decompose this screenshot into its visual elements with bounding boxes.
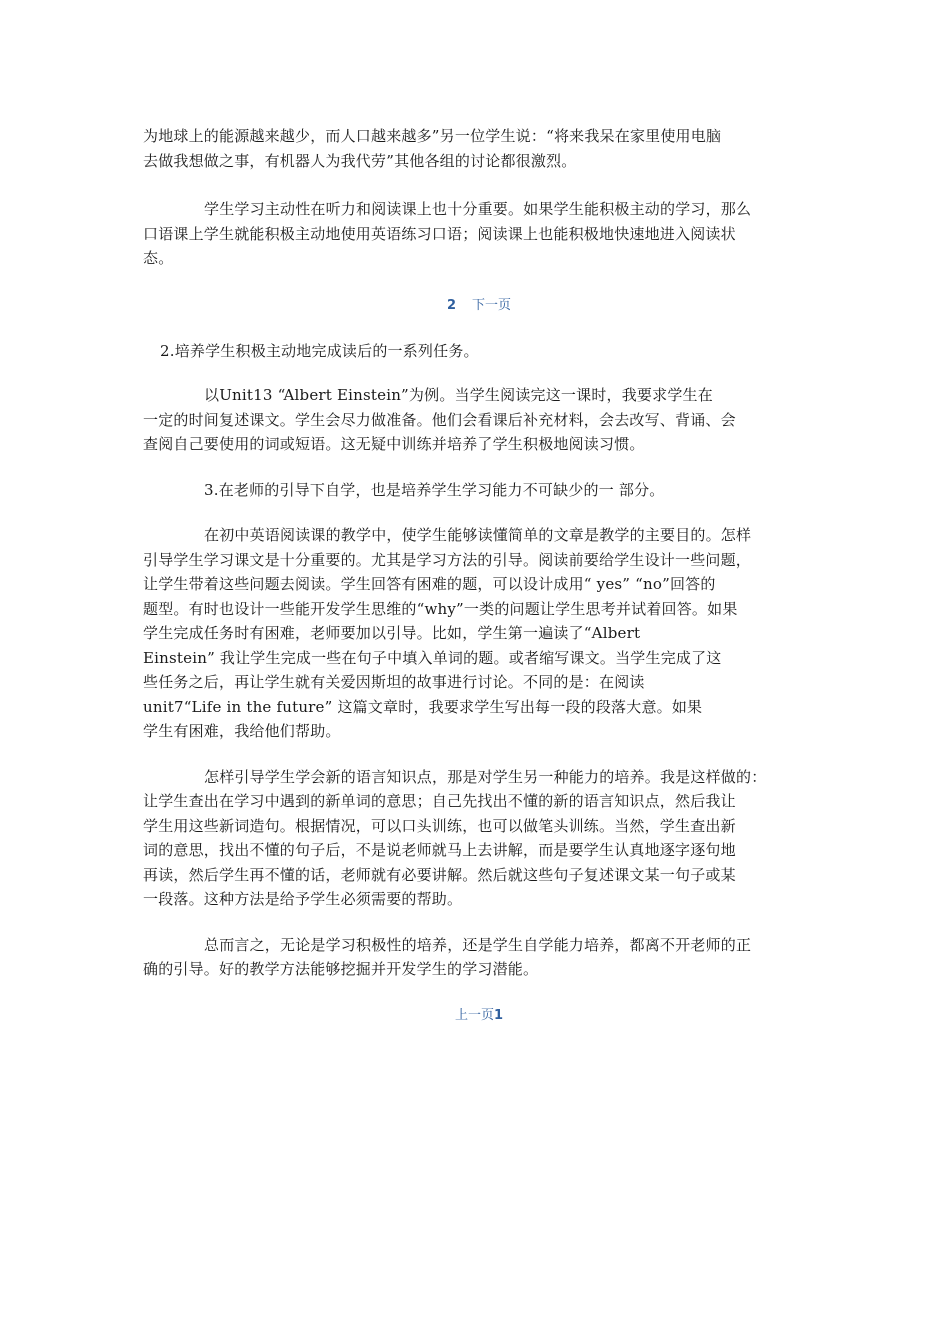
text-line: 再读，然后学生再不懂的话，老师就有必要讲解。然后就这些句子复述课文某一句子或某: [143, 865, 736, 884]
text-line: 引导学生学习课文是十分重要的。尤其是学习方法的引导。阅读前要给学生设计一些问题，: [143, 550, 752, 569]
text-line: 怎样引导学生学会新的语言知识点，那是对学生另一种能力的培养。我是这样做的：: [204, 767, 767, 786]
text-line: 一段落。这种方法是给予学生必须需要的帮助。: [143, 890, 463, 908]
text-line: 以Unit13 “Albert Einstein”为例。当学生阅读完这一课时，我要求学生在: [204, 386, 713, 404]
text-line: 为地球上的能源越来越少，而人口越来越多”另一位学生说：“将来我呆在家里使用电脑: [143, 127, 722, 145]
paragraph-5: [143, 478, 815, 503]
text-line: 口语课上学生就能积极主动地使用英语练习口语；阅读课上也能积极地快速地进入阅读状: [143, 224, 736, 243]
text-line: 学生有困难，我给他们帮助。: [143, 722, 341, 740]
paragraph-1: [143, 124, 815, 173]
text-line: 2.培养学生积极主动地完成读后的一系列任务。: [160, 341, 479, 360]
paragraph-8: [143, 933, 815, 982]
paragraph-2: [143, 197, 815, 271]
text-line: 去做我想做之事，有机器人为我代劳”其他各组的讨论都很激烈。: [143, 151, 577, 170]
text-line: 态。: [143, 249, 174, 267]
text-line: 学生完成任务时有困难，老师要加以引导。比如，学生第一遍读了“Albert: [143, 624, 641, 642]
paragraph-6: [143, 523, 815, 744]
paragraph-7: [143, 765, 815, 912]
text-line: 题型。有时也设计一些能开发学生思维的“why”一类的问题让学生思考并试着回答。如果: [143, 599, 738, 618]
document-body: [143, 124, 815, 1026]
text-line: Einstein” 我让学生完成一些在句子中填入单词的题。或者缩写课文。当学生完成了这: [143, 648, 722, 667]
text-line: 查阅自己要使用的词或短语。这无疑中训练并培养了学生积极地阅读习惯。: [143, 435, 645, 453]
text-line: 在初中英语阅读课的教学中，使学生能够读懂简单的文章是教学的主要目的。怎样: [204, 526, 752, 544]
text-line: 让学生查出在学习中遇到的新单词的意思；自己先找出不懂的新的语言知识点，然后我让: [143, 792, 736, 810]
text-line: 些任务之后，再让学生就有关爱因斯坦的故事进行讨论。不同的是：在阅读: [143, 673, 645, 691]
pagination-top: [143, 296, 815, 316]
pagination-bottom: [143, 1006, 815, 1026]
text-line: 让学生带着这些问题去阅读。学生回答有困难的题，可以设计成用“ yes” “no”回答的: [143, 575, 716, 593]
page-number-link[interactable]: 2: [446, 297, 457, 313]
paragraph-3: [143, 339, 815, 364]
page-number-link[interactable]: 1: [493, 1007, 504, 1023]
text-line: 学生用这些新词造句。根据情况，可以口头训练，也可以做笔头训练。当然，学生查出新: [143, 816, 736, 835]
text-line: 总而言之，无论是学习积极性的培养，还是学生自学能力培养，都离不开老师的正: [204, 935, 752, 954]
text-line: 词的意思，找出不懂的句子后，不是说老师就马上去讲解，而是要学生认真地逐字逐句地: [143, 841, 736, 859]
text-line: unit7“Life in the future” 这篇文章时，我要求学生写出每一段的段落大意。如果: [143, 697, 703, 716]
text-line: 一定的时间复述课文。学生会尽力做准备。他们会看课后补充材料，会去改写、背诵、会: [143, 410, 736, 429]
next-page-link[interactable]: 下一页: [472, 297, 512, 313]
paragraph-4: [143, 383, 815, 457]
text-line: 确的引导。好的教学方法能够挖掘并开发学生的学习潜能。: [143, 960, 539, 978]
text-line: 3.在老师的引导下自学，也是培养学生学习能力不可缺少的一 部分。: [204, 480, 665, 499]
prev-page-link[interactable]: 上一页: [454, 1007, 494, 1023]
text-line: 学生学习主动性在听力和阅读课上也十分重要。如果学生能积极主动的学习，那么: [204, 200, 752, 218]
